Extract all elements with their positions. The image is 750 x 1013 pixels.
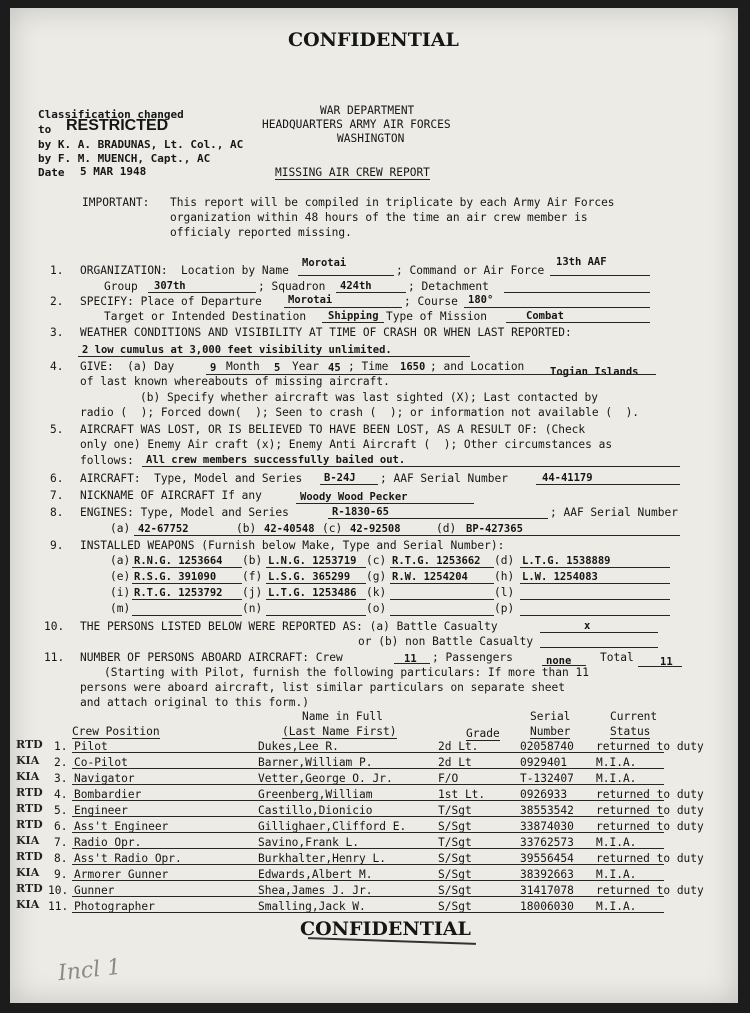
item1-detachment-label: ; Detachment (408, 280, 489, 293)
weapon-letter: (o) (366, 602, 387, 615)
row-serial: 33762573 (520, 836, 574, 849)
row-num: 10. (48, 884, 69, 897)
row-serial: 31417078 (520, 884, 574, 897)
row-margin-note: RTD (16, 738, 43, 751)
weapon-letter: (b) (242, 554, 263, 567)
item8-num: 8. (50, 506, 64, 519)
row-grade: T/Sgt (438, 836, 472, 849)
weapon-value: L.T.G. 1253486 (268, 587, 357, 599)
row-status: returned to duty (596, 740, 704, 753)
item5-num: 5. (50, 423, 64, 436)
row-grade: S/Sgt (438, 852, 472, 865)
row-position: Gunner (74, 884, 115, 897)
col-serial-header1: Serial (530, 710, 571, 723)
row-grade: F/O (438, 772, 459, 785)
row-num: 5. (54, 804, 68, 817)
weapon-letter: (p) (494, 602, 515, 615)
row-position: Pilot (74, 740, 108, 753)
item6-serial: 44-41179 (542, 472, 593, 484)
report-title: MISSING AIR CREW REPORT (275, 166, 430, 179)
confidential-stamp-bottom: CONFIDENTIAL (300, 918, 471, 940)
row-position: Engineer (74, 804, 128, 817)
row-margin-note: RTD (16, 786, 43, 799)
item4-day: 9 (210, 362, 217, 374)
important-line3: officialy reported missing. (170, 226, 352, 239)
row-grade: 1st Lt. (438, 788, 486, 801)
row-grade: S/Sgt (438, 820, 472, 833)
col-position-header: Crew Position (72, 725, 160, 738)
row-margin-note: RTD (16, 882, 43, 895)
row-position: Photographer (74, 900, 155, 913)
row-serial: 33874030 (520, 820, 574, 833)
weapon-letter: (i) (110, 586, 131, 599)
item1-label: ORGANIZATION: Location by Name (80, 264, 289, 277)
item4-time-label: ; Time (348, 360, 389, 373)
report-page (10, 8, 738, 1003)
item8-b-label: (b) (236, 522, 257, 535)
item11-label: NUMBER OF PERSONS ABOARD AIRCRAFT: Crew (80, 651, 343, 664)
row-num: 9. (54, 868, 68, 881)
item3-label: WEATHER CONDITIONS AND VISIBILITY AT TIME OF CRASH OR WHEN LAST REPORTED: (80, 326, 572, 339)
item11-num: 11. (44, 651, 65, 664)
classification-line: Classification changed (38, 108, 184, 121)
item4-num: 4. (50, 360, 64, 373)
row-position: Armorer Gunner (74, 868, 169, 881)
row-position: Bombardier (74, 788, 142, 801)
row-serial: 18006030 (520, 900, 574, 913)
item6-serial-label: ; AAF Serial Number (380, 472, 508, 485)
row-serial: 39556454 (520, 852, 574, 865)
item2-course-label: ; Course (404, 295, 458, 308)
row-name: Shea,James J. Jr. (258, 884, 373, 897)
row-name: Barner,William P. (258, 756, 373, 769)
row-position: Ass't Radio Opr. (74, 852, 182, 865)
item8-value: R-1830-65 (332, 506, 389, 518)
row-margin-note: KIA (16, 898, 40, 911)
weapon-value: R.N.G. 1253664 (134, 555, 223, 567)
weapon-letter: (f) (242, 570, 263, 583)
item9-label: INSTALLED WEAPONS (Furnish below Make, Type and Serial Number): (80, 539, 505, 552)
row-status: M.I.A. (596, 836, 637, 849)
row-margin-note: KIA (16, 866, 40, 879)
row-num: 7. (54, 836, 68, 849)
item4-location: Togian Islands (550, 366, 639, 378)
dept-line3: WASHINGTON (337, 132, 405, 145)
item1-location: Morotai (302, 257, 347, 269)
row-margin-note: RTD (16, 818, 43, 831)
item11-passengers: none (546, 655, 572, 667)
row-margin-note: RTD (16, 850, 43, 863)
item2-target-label: Target or Intended Destination (104, 310, 307, 323)
col-name-header2: (Last Name First) (282, 725, 397, 738)
item6-num: 6. (50, 472, 64, 485)
item8-a-label: (a) (110, 522, 131, 535)
item9-num: 9. (50, 539, 64, 552)
row-name: Smalling,Jack W. (258, 900, 366, 913)
item11-total-label: Total (600, 651, 634, 664)
weapon-value: R.T.G. 1253792 (134, 587, 223, 599)
item4-b-line1: (b) Specify whether aircraft was last sighted (X); Last contacted by (140, 391, 599, 404)
item8-d-label: (d) (436, 522, 457, 535)
dept-line1: WAR DEPARTMENT (320, 104, 415, 117)
item3-num: 3. (50, 326, 64, 339)
row-status: returned to duty (596, 804, 704, 817)
row-grade: S/Sgt (438, 900, 472, 913)
item4-year: 45 (328, 362, 341, 374)
row-status: returned to duty (596, 884, 704, 897)
item5-follows: All crew members successfully bailed out. (146, 454, 406, 466)
item4-give-label: GIVE: (a) Day (80, 360, 175, 373)
row-grade: S/Sgt (438, 884, 472, 897)
row-status: returned to duty (596, 852, 704, 865)
item4-month: 5 (274, 362, 281, 374)
pencil-note: Incl 1 (56, 954, 123, 987)
weapon-letter: (j) (242, 586, 263, 599)
item8-a: 42-67752 (138, 523, 189, 535)
row-margin-note: KIA (16, 754, 40, 767)
item7-label: NICKNAME OF AIRCRAFT If any (80, 489, 262, 502)
weapon-value: L.S.G. 365299 (268, 571, 351, 583)
item11-crew: 11 (404, 653, 417, 665)
row-status: M.I.A. (596, 772, 637, 785)
item8-d: BP-427365 (466, 523, 523, 535)
important-line1: This report will be compiled in triplicate by each Army Air Forces (170, 196, 615, 209)
row-name: Castillo,Dionicio (258, 804, 373, 817)
classification-date-label: Date (38, 166, 65, 179)
weapon-letter: (l) (494, 586, 515, 599)
weapon-value: L.N.G. 1253719 (268, 555, 357, 567)
item2-target: Shipping (328, 310, 379, 322)
row-grade: T/Sgt (438, 804, 472, 817)
row-position: Radio Opr. (74, 836, 142, 849)
row-margin-note: KIA (16, 770, 40, 783)
item2-course: 180° (468, 294, 494, 306)
important-label: IMPORTANT: (82, 196, 150, 209)
row-name: Greenberg,William (258, 788, 373, 801)
col-status-header1: Current (610, 710, 658, 723)
item10-line2: or (b) non Battle Casualty (358, 635, 534, 648)
weapon-letter: (d) (494, 554, 515, 567)
item5-follows-label: follows: (80, 454, 134, 467)
item5-line1: AIRCRAFT WAS LOST, OR IS BELIEVED TO HAVE BEEN LOST, AS A RESULT OF: (Check (80, 423, 586, 436)
row-position: Ass't Engineer (74, 820, 169, 833)
col-grade-header: Grade (466, 727, 500, 740)
classification-by1: by K. A. BRADUNAS, Lt. Col., AC (38, 138, 244, 151)
weapon-value: R.S.G. 391090 (134, 571, 217, 583)
confidential-stamp-top: CONFIDENTIAL (288, 29, 459, 51)
item8-c: 42-92508 (350, 523, 401, 535)
weapon-value: R.W. 1254204 (392, 571, 468, 583)
row-status: M.I.A. (596, 756, 637, 769)
row-num: 11. (48, 900, 69, 913)
row-name: Burkhalter,Henry L. (258, 852, 386, 865)
row-position: Navigator (74, 772, 135, 785)
row-status: M.I.A. (596, 900, 637, 913)
item4-month-label: Month (226, 360, 260, 373)
classification-by2: by F. M. MUENCH, Capt., AC (38, 152, 211, 165)
item1-squadron: 424th (340, 280, 372, 292)
item11-passengers-label: ; Passengers (432, 651, 513, 664)
item2-label: SPECIFY: Place of Departure (80, 295, 262, 308)
row-serial: T-132407 (520, 772, 574, 785)
item11-total: 11 (660, 656, 673, 668)
classification-to-label: to (38, 123, 52, 136)
item1-group-label: Group (104, 280, 138, 293)
item8-b: 42-40548 (264, 523, 315, 535)
row-num: 6. (54, 820, 68, 833)
weapon-letter: (c) (366, 554, 387, 567)
col-status-header2: Status (610, 725, 651, 738)
row-serial: 0926933 (520, 788, 568, 801)
row-name: Dukes,Lee R. (258, 740, 339, 753)
item6-type: B-24J (324, 472, 356, 484)
item1-squadron-label: ; Squadron (258, 280, 326, 293)
row-name: Edwards,Albert M. (258, 868, 373, 881)
weapon-value: L.T.G. 1538889 (522, 555, 611, 567)
row-grade: 2d Lt. (438, 740, 479, 753)
row-status: returned to duty (596, 820, 704, 833)
row-num: 2. (54, 756, 68, 769)
item4-b-line2: radio ( ); Forced down( ); Seen to crash ( ); or information not available ( ). (80, 406, 640, 419)
row-num: 3. (54, 772, 68, 785)
item10-num: 10. (44, 620, 65, 633)
item7-value: Woody Wood Pecker (300, 491, 408, 503)
item1-group: 307th (154, 280, 186, 292)
row-status: M.I.A. (596, 868, 637, 881)
row-name: Vetter,George O. Jr. (258, 772, 393, 785)
item10-line1: THE PERSONS LISTED BELOW WERE REPORTED AS: (a) Battle Casualty (80, 620, 498, 633)
weapon-letter: (h) (494, 570, 515, 583)
item8-c-label: (c) (322, 522, 343, 535)
row-serial: 0929401 (520, 756, 568, 769)
item7-num: 7. (50, 489, 64, 502)
row-name: Savino,Frank L. (258, 836, 360, 849)
item1-command: 13th AAF (556, 256, 607, 268)
row-name: Gillighaer,Clifford E. (258, 820, 407, 833)
row-num: 8. (54, 852, 68, 865)
item6-label: AIRCRAFT: Type, Model and Series (80, 472, 303, 485)
item2-departure: Morotai (288, 294, 333, 306)
col-name-header1: Name in Full (302, 710, 383, 723)
item8-label: ENGINES: Type, Model and Series (80, 506, 289, 519)
item5-line2: only one) Enemy Air craft (x); Enemy Anti Aircraft ( ); Other circumstances as (80, 438, 613, 451)
row-serial: 38392663 (520, 868, 574, 881)
weapon-letter: (a) (110, 554, 131, 567)
item11-line4: and attach original to this form.) (80, 696, 310, 709)
item4-year-label: Year (292, 360, 319, 373)
row-margin-note: KIA (16, 834, 40, 847)
item2-mission-label: Type of Mission (386, 310, 488, 323)
weapon-letter: (m) (110, 602, 131, 615)
item1-command-label: ; Command or Air Force (396, 264, 545, 277)
row-grade: S/Sgt (438, 868, 472, 881)
item4-time: 1650 (400, 361, 426, 373)
item4-line2: of last known whereabouts of missing aircraft. (80, 375, 390, 388)
item4-location-label: ; and Location (430, 360, 525, 373)
item11-line2: (Starting with Pilot, furnish the following particulars: If more than 11 (104, 666, 589, 679)
row-serial: 02058740 (520, 740, 574, 753)
row-serial: 38553542 (520, 804, 574, 817)
weapon-value: R.T.G. 1253662 (392, 555, 481, 567)
row-num: 1. (54, 740, 68, 753)
classification-date-value: 5 MAR 1948 (80, 165, 147, 178)
weapon-letter: (e) (110, 570, 131, 583)
row-grade: 2d Lt (438, 756, 472, 769)
item11-line3: persons were aboard aircraft, list similar particulars on separate sheet (80, 681, 565, 694)
important-line2: organization within 48 hours of the time an air crew member is (170, 211, 588, 224)
item10-value: x (584, 620, 591, 632)
weapon-value: L.W. 1254083 (522, 571, 598, 583)
weapon-letter: (g) (366, 570, 387, 583)
weapon-letter: (k) (366, 586, 387, 599)
classification-to-value: RESTRICTED (66, 117, 169, 134)
row-margin-note: RTD (16, 802, 43, 815)
item2-num: 2. (50, 295, 64, 308)
row-num: 4. (54, 788, 68, 801)
row-position: Co-Pilot (74, 756, 128, 769)
item8-serial-label: ; AAF Serial Number (550, 506, 678, 519)
weapon-letter: (n) (242, 602, 263, 615)
item1-num: 1. (50, 264, 64, 277)
item3-value: 2 low cumulus at 3,000 feet visibility unlimited. (82, 344, 392, 356)
item2-mission: Combat (526, 310, 564, 322)
row-status: returned to duty (596, 788, 704, 801)
col-serial-header2: Number (530, 725, 571, 738)
dept-line2: HEADQUARTERS ARMY AIR FORCES (262, 118, 451, 131)
